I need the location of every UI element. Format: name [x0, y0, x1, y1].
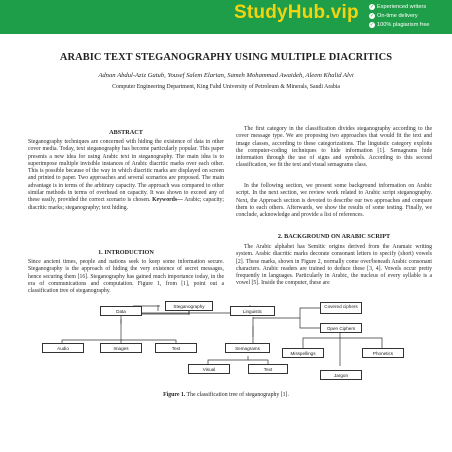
feature-label: 100% plagiarism free	[377, 22, 430, 28]
paper-authors: Adnan Abdul-Aziz Gutub, Yousef Salem Elarian, Sameh Mohammad Awaideh, Aleem Khalid Alvi	[98, 72, 354, 79]
feature-item	[369, 3, 451, 12]
node-steganography: Steganography	[165, 301, 213, 311]
abstract-heading: ABSTRACT	[109, 129, 143, 136]
classification-tree-figure	[0, 300, 452, 450]
feature-item	[369, 12, 451, 21]
node-audio: Audio	[42, 343, 84, 353]
node-visual: Visual	[188, 364, 230, 374]
figure-caption	[0, 392, 452, 398]
introduction-heading: 1. INTRODUCTION	[98, 249, 154, 256]
node-jargon: Jargon	[320, 370, 362, 380]
node-semagram-text: Text	[248, 364, 288, 374]
introduction-body: Since ancient times, people and nations seek to keep some information secure. Steganography is the approach of hiding the very existence of secret messages, hence securing them [16]. Steganography has gained much importance today, in the era of communications and computation. Figure 1, from [1], point out a classification tree of steganography.	[28, 259, 224, 295]
node-phonetics: Phonetics	[362, 348, 404, 358]
outline-paragraph: In the following section, we present some background information on Arabic script. In the next section, we review work related to Arabic script steganography. Next, the Approach section is devoted to describe our two approaches and compare them to each others. Afterwards, we show the results of some testing. Finally, we conclude, acknowledge and provide a list of references.	[236, 183, 432, 219]
node-misspellings: Misspellings	[282, 348, 324, 358]
node-open-ciphers: Open Ciphers	[320, 323, 362, 333]
node-data: Data	[100, 306, 142, 316]
node-linguistic: Linguistic	[230, 306, 275, 316]
keywords-text: Arabic; capacity; diacritic marks; steganography; text hiding.	[28, 197, 225, 211]
node-semagrams: Semagrams	[225, 343, 270, 353]
feature-label: On-time delivery	[377, 13, 418, 19]
node-covered-ciphers: Covered ciphers	[320, 302, 362, 314]
background-body: The Arabic alphabet has Semitic origins derived from the Aramaic writing system. Arabic diacritic marks decorate consonant letters to specify (short) vowels [2]. These marks, shown in Figure 2, normally come over/beneath Arabic consonant characters. Arabic readers are trained to deduce these [3, 4]. Vowels occur pretty frequently in languages. Particularly in Arabic, the nucleus of every syllable is a vowel [5]. Inside the computer, these are	[236, 244, 432, 287]
abstract-text: Steganography techniques are concerned with hiding the existence of data in other cover media. Today, text steganography has become particularly popular. This paper presents a new idea for using Arabic text in steganography. The main idea is to superimpose multiple invisible instances of Arabic diacritic marks over each other. This is possible because of the way in which diacritic marks are displayed on screen and printed to paper. Two approaches and several scenarios are proposed. The main advantage is in terms of the arbitrary capacity. The approach was compared to other similar methods in terms of overhead on capacity. It was shown to exceed any of these easily, provided the correct scenario is chosen.	[28, 139, 224, 204]
check-circle-icon: ✓	[369, 13, 375, 19]
classification-paragraph: The first category in the classification divides steganography according to the cover message type. We are proposing two approaches that would fit the text and image classes, according to these categorizations. The linguistic category exploits the computer-coding techniques to hide information [1]. Semagrams hide information through the use of signs and symbols. According to this second classification, we fit the text and visual semagrams class.	[236, 126, 432, 169]
paper-affiliation: Computer Engineering Department, King Fahd University of Petroleum & Minerals, Saudi Arabia	[112, 84, 340, 90]
feature-label: Experienced writers	[377, 4, 427, 10]
figure-caption-text: The classification tree of steganography [1].	[185, 392, 289, 398]
paper-title: ARABIC TEXT STEGANOGRAPHY USING MULTIPLE DIACRITICS	[59, 52, 393, 63]
abstract-body	[28, 139, 224, 212]
feature-item	[369, 21, 451, 30]
check-circle-icon: ✓	[369, 22, 375, 28]
check-circle-icon: ✓	[369, 4, 375, 10]
keywords-label: Keywords—	[152, 197, 183, 204]
node-images: Images	[100, 343, 142, 353]
brand-logo[interactable]: StudyHub.vip	[234, 2, 359, 23]
node-text: Text	[155, 343, 197, 353]
background-heading: 2. BACKGROUND ON ARABIC SCRIPT	[277, 233, 391, 240]
feature-list	[369, 3, 451, 30]
brand-banner	[0, 0, 452, 34]
tree-connectors	[0, 300, 452, 450]
figure-caption-label: Figure 1.	[163, 392, 186, 398]
